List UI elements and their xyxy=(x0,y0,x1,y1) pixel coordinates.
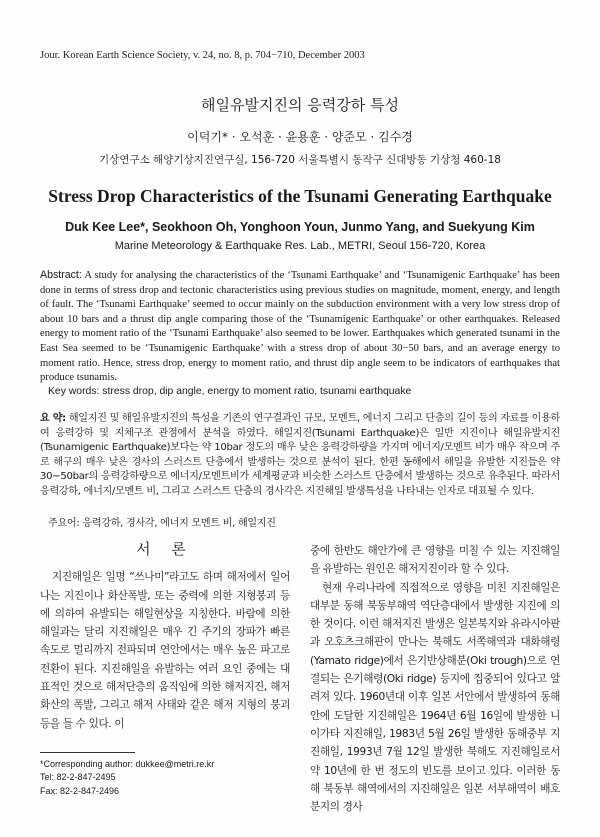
left-column xyxy=(40,540,290,733)
korean-authors: 이덕기* · 오석훈 · 윤용훈 · 양준모 · 김수경 xyxy=(187,130,413,144)
right-column xyxy=(310,542,560,816)
body-paragraph: 현재 우리나라에 직접적으로 영향을 미친 지진해일은 대부분 동해 북동부해역 역단층대에서 발생한 지진에 의한 것이다. 이런 해저지진 발생은 일본북지와 유라시아판과 오호츠크해판이 만나는 북해도 서쪽해역과 대화해령(Yamato ridge)에서 은기반상해분(Oki trough)으로 연결되는 은기해령(Oki ridge) 등지에 집중되어 있다고 알려져 있다. 1960년대 이후 일본 서안에서 발생하여 동해안에 도달한 지진해일은 1964년 6월 16일에 발생한 니이가타 지진해일, 1983년 5월 26일 발생한 동해중부 지진해일, 1993년 7월 12일 발생한 북해도 지진해일로서 약 10년에 한 번 정도의 빈도를 보이고 있다. 이러한 동해 북동부 해역에서의 지진해일은 일본 서부해역이 배호분지의 경사 xyxy=(310,581,560,814)
body-paragraph: 중에 한반도 해안가에 큰 영향을 미칠 수 있는 지진해일을 유발하는 원인은 해저지진이라 할 수 있다. xyxy=(310,545,560,576)
footnotes xyxy=(40,758,214,798)
body-paragraph: 지진해일은 일명 “쓰나미”라고도 하며 해저에서 일어나는 지진이나 화산폭발, 또는 중력에 의한 지형붕괴 등에 의하여 유발되는 해일현상을 지칭한다. 바람에 의한 해일과는 달리 지진해일은 매우 긴 주기의 장파가 빠른 속도로 멀리까지 전파되며 연안에서는 매우 높은 파고로 전환이 된다. 지진해일을 유발하는 여러 요인 중에는 대표적인 것으로 해저단층의 움직임에 의한 해저지진, 해저 화산의 폭발, 그리고 해저 사태와 같은 해저 지형의 붕괴 등을 들 수 있다. 이 xyxy=(40,571,290,730)
footnote-fax: Fax: 82-2-847-2496 xyxy=(40,785,120,796)
footnote-divider xyxy=(40,752,135,753)
korean-keywords-label: 주요어: xyxy=(48,518,80,529)
korean-title: 해일유발지진의 응력강하 특성 xyxy=(201,96,399,114)
korean-abstract xyxy=(40,412,560,500)
keywords-label: Key words: xyxy=(48,386,100,397)
english-authors: Duk Kee Lee*, Seokhoon Oh, Yonghoon Youn, Junmo Yang, and Suekyung Kim xyxy=(65,220,535,234)
abstract-text: A study for analysing the characteristics of the ‘Tsunami Earthquake’ and ‘Tsunamigenic Earthquake’ has been done in terms of stress drop and tectonic characteristics using previous studies on magnitude, moment, energy, and length of fault. The ‘Tsunami Earthquake’ seemed to occur mainly on the subduction environment with a very low stress drop of about 10 bars and a thrust dip angle comparing those of the ‘Tsunamigenic Earthquake’ or other earthquakes. Released energy to moment ratio of the ‘Tsunami Earthquake’ also seemed to be lower. Earthquakes which generated tsunami in the East Sea seemed to be ‘Tsunamigenic Earthquake’ with a stress drop of about 30−50 bars, and an average energy to moment ratio. Hence, stress drop, energy to moment ratio, and thrust dip angle seem to be indicators of earthquakes that produce tsunamis. xyxy=(40,270,560,384)
section-heading: 서 론 xyxy=(136,540,194,558)
footnote-tel: Tel: 82-2-847-2495 xyxy=(40,772,116,783)
english-abstract xyxy=(40,268,560,386)
english-title: Stress Drop Characteristics of the Tsunami Generating Earthquake xyxy=(48,186,552,206)
korean-keywords-text: 응력강하, 경사각, 에너지 모멘트 비, 해일지진 xyxy=(82,518,276,529)
korean-abstract-text: 해일지진 및 해일유발지진의 특성을 기존의 연구결과인 규모, 모멘트, 에너지 그리고 단층의 길이 등의 자료를 이용하여 응력강하 및 지체구조 관점에서 분석을 하였다. 해일지진(Tsunami Earthquake)은 일반 지진이나 해일유발지진(Tsunamigenic Earthquake)보다는 약 10bar 정도의 매우 낮은 응력강하량을 가지며 에너지/모멘트 비가 매우 작으며 주로 해구의 매우 낮은 경사의 스러스트 단층에서 발생하는 것으로 분석이 된다. 한편 동해에서 해일을 유발한 지진들은 약 30−50bar의 응력강하량으로 에너지/모멘트비가 세계평균과 비슷한 스러스트 단층에서 발생하는 것으로 유추된다. 따라서 응력강하, 에너지/모멘트 비, 그리고 스러스트 단층의 경사각은 지진해일 발생특성을 나타내는 인자로 대표될 수 있다. xyxy=(40,413,560,497)
abstract-label: Abstract: xyxy=(40,269,82,281)
keywords-text: stress drop, dip angle, energy to moment ratio, tsunami earthquake xyxy=(102,386,412,397)
korean-keywords xyxy=(48,514,276,529)
english-keywords xyxy=(48,386,411,397)
korean-affiliation: 기상연구소 해양기상지진연구실, 156-720 서울특별시 동작구 신대방동 기상청 460-18 xyxy=(99,154,501,166)
korean-abstract-label: 요 약: xyxy=(40,413,66,424)
journal-citation: Jour. Korean Earth Science Society, v. 24, no. 8, p. 704−710, December 2003 xyxy=(40,50,365,61)
english-affiliation: Marine Meteorology & Earthquake Res. Lab., METRI, Seoul 156-720, Korea xyxy=(114,240,486,252)
footnote-corresponding-author: *Corresponding author: dukkee@metri.re.kr xyxy=(40,759,215,769)
